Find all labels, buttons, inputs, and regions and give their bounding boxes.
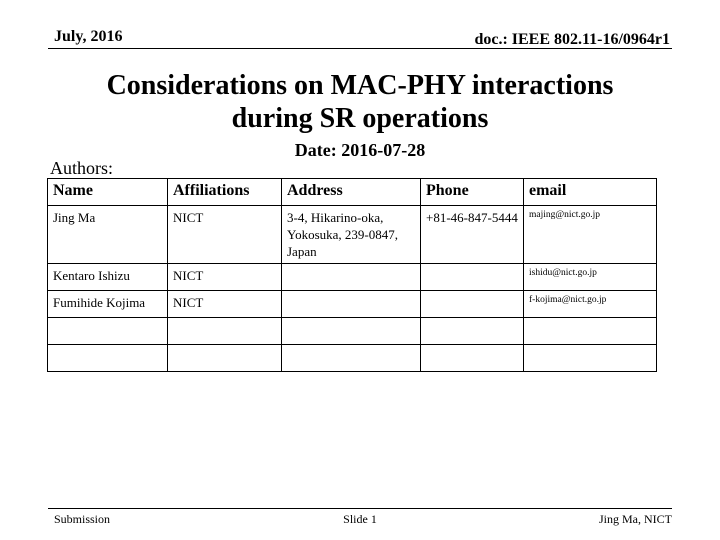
- slide-title-line-2: during SR operations: [231, 103, 489, 134]
- cell-affiliation: NICT: [168, 264, 282, 291]
- date-value: 2016-07-28: [341, 140, 426, 160]
- table-row: [48, 206, 657, 264]
- cell-email: [524, 318, 657, 345]
- table-header-row: [48, 179, 657, 206]
- table-row: [48, 291, 657, 318]
- cell-name: [48, 345, 168, 372]
- cell-email: f-kojima@nict.go.jp: [524, 291, 657, 318]
- cell-phone: [421, 291, 524, 318]
- header-doc-id: doc.: IEEE 802.11-16/0964r1: [474, 31, 670, 48]
- cell-affiliation: [168, 318, 282, 345]
- header-divider: [48, 48, 672, 49]
- slide-title: [40, 69, 680, 135]
- cell-address: 3-4, Hikarino-oka, Yokosuka, 239-0847, Japan: [282, 206, 421, 264]
- cell-email: majing@nict.go.jp: [524, 206, 657, 264]
- authors-label: Authors:: [50, 158, 113, 178]
- date-label: Date:: [294, 140, 337, 160]
- table-row: [48, 264, 657, 291]
- cell-affiliation: NICT: [168, 206, 282, 264]
- slide-number: 1: [370, 512, 377, 526]
- footer-divider: [48, 508, 672, 509]
- cell-address: [282, 318, 421, 345]
- table-row: [48, 318, 657, 345]
- cell-address: [282, 291, 421, 318]
- header-address: Address: [282, 179, 421, 206]
- slide-label: Slide: [343, 512, 368, 526]
- cell-address: [282, 264, 421, 291]
- cell-phone: [421, 345, 524, 372]
- cell-name: Jing Ma: [48, 206, 168, 264]
- cell-email: ishidu@nict.go.jp: [524, 264, 657, 291]
- cell-phone: +81-46-847-5444: [421, 206, 524, 264]
- header-name: Name: [48, 179, 168, 206]
- header-phone: Phone: [421, 179, 524, 206]
- header-affiliations: Affiliations: [168, 179, 282, 206]
- table-row: [48, 345, 657, 372]
- cell-name: Kentaro Ishizu: [48, 264, 168, 291]
- cell-email: [524, 345, 657, 372]
- cell-affiliation: [168, 345, 282, 372]
- slide-title-line-1: Considerations on MAC-PHY interactions: [106, 70, 614, 101]
- footer-author: Jing Ma, NICT: [599, 512, 672, 526]
- cell-name: [48, 318, 168, 345]
- authors-table: [47, 178, 657, 372]
- cell-name: Fumihide Kojima: [48, 291, 168, 318]
- footer-submission: Submission: [54, 512, 111, 526]
- cell-affiliation: NICT: [168, 291, 282, 318]
- cell-address: [282, 345, 421, 372]
- header-email: email: [524, 179, 657, 206]
- cell-phone: [421, 264, 524, 291]
- header-date: July, 2016: [54, 28, 123, 45]
- cell-phone: [421, 318, 524, 345]
